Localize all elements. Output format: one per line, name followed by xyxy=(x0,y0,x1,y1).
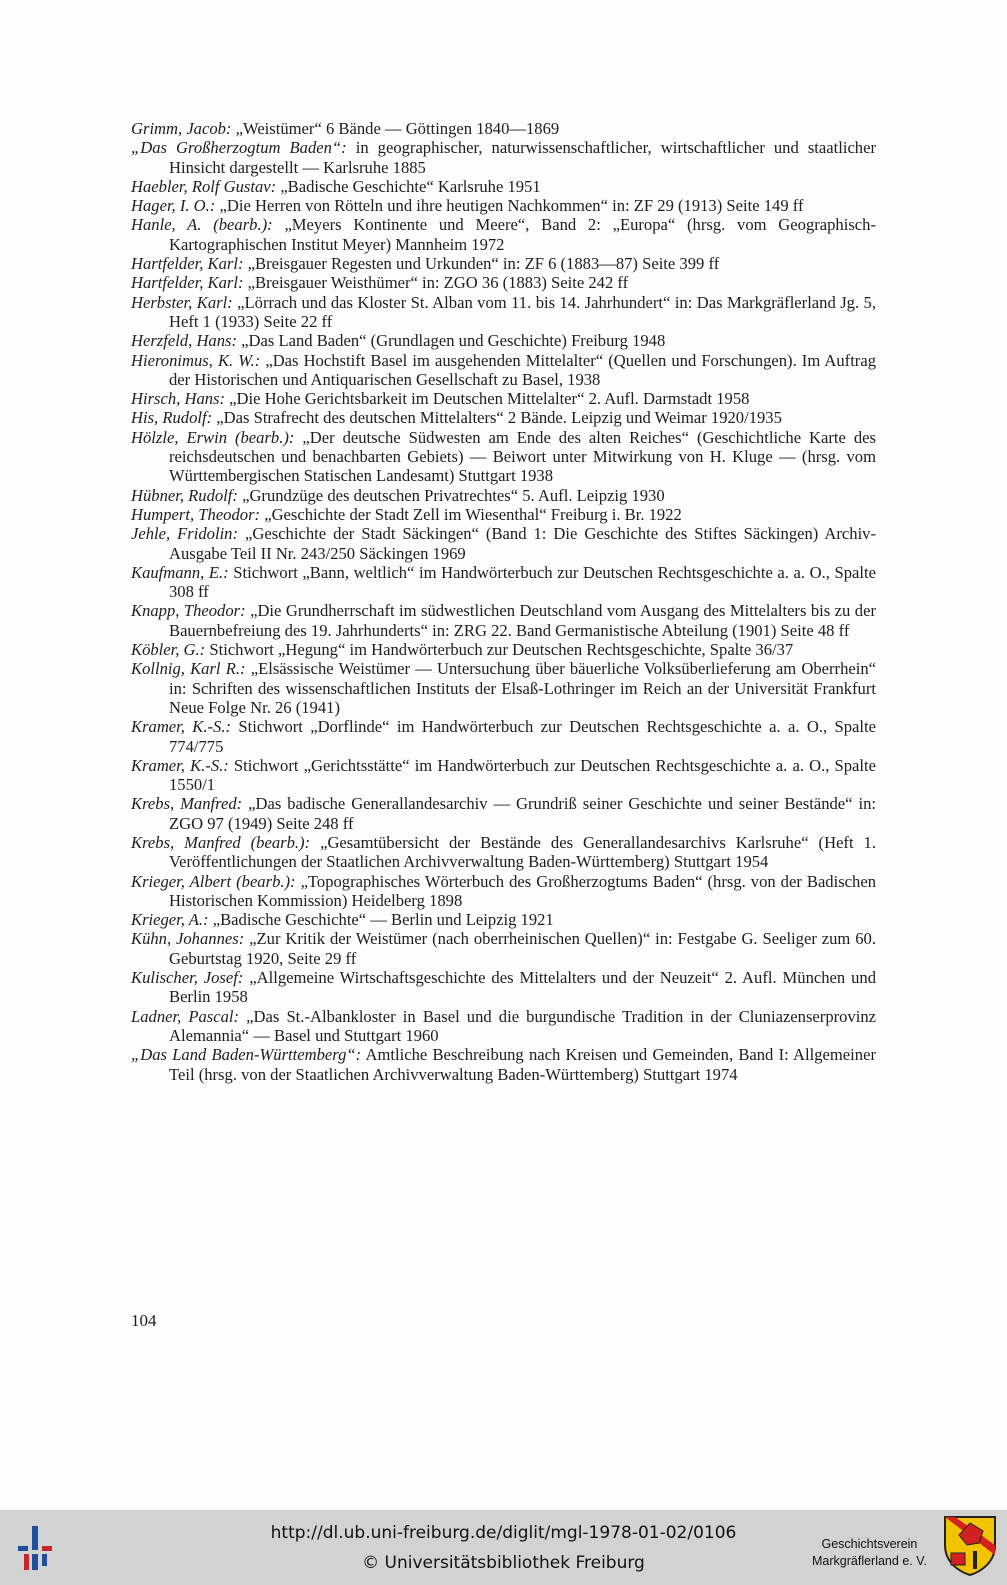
bibliography-entry xyxy=(131,428,876,486)
entry-author: Hartfelder, Karl: xyxy=(131,254,244,274)
bibliography-entry xyxy=(131,119,876,138)
entry-text: Stichwort „Bann, weltlich“ im Handwörterbuch zur Deutschen Rechtsgeschichte a. a. O., Spalte 308 ff xyxy=(169,562,876,602)
bibliography-entry xyxy=(131,486,876,505)
bibliography-entry xyxy=(131,505,876,524)
source-url-link[interactable]: http://dl.ub.uni-freiburg.de/diglit/mgl-1978-01-02/0106 xyxy=(270,1523,737,1543)
bibliography-entry xyxy=(131,659,876,717)
entry-author: Hieronimus, K. W.: xyxy=(131,350,261,370)
society-line-2: Markgräflerland e. V. xyxy=(812,1554,927,1568)
entry-text: „Das Hochstift Basel im ausgehenden Mittelalter“ (Quellen und Forschungen). Im Auftrag der Historischen und Antiquarischen Gesellschaft zu Basel, 1938 xyxy=(169,350,876,389)
entry-author: Köbler, G.: xyxy=(131,640,206,660)
coat-of-arms-icon xyxy=(943,1515,997,1577)
bibliography-list xyxy=(131,119,876,1084)
entry-text: „Das St.-Albankloster in Basel und die burgundische Tradition in der Cluniazenserprovinz Alemannia“ — Basel und Stuttgart 1960 xyxy=(169,1006,877,1045)
bibliography-entry xyxy=(131,756,876,795)
bibliography-entry xyxy=(131,1045,876,1084)
bibliography-entry xyxy=(131,910,876,929)
entry-author: Hirsch, Hans: xyxy=(131,389,226,409)
entry-author: Hartfelder, Karl: xyxy=(131,273,244,293)
bibliography-entry xyxy=(131,929,876,968)
society-name xyxy=(812,1536,927,1570)
entry-author: Jehle, Fridolin: xyxy=(131,524,239,544)
entry-text: „Das Strafrecht des deutschen Mittelalters“ 2 Bände. Leipzig und Weimar 1920/1935 xyxy=(212,408,782,428)
entry-author: Herzfeld, Hans: xyxy=(131,331,238,351)
entry-text: „Breisgauer Regesten und Urkunden“ in: ZF 6 (1883—87) Seite 399 ff xyxy=(243,254,720,274)
bibliography-entry xyxy=(131,389,876,408)
entry-text: Stichwort „Dorflinde“ im Handwörterbuch zur Deutschen Rechtsgeschichte a. a. O., Spalte 774/775 xyxy=(169,717,876,756)
entry-author: His, Rudolf: xyxy=(131,408,213,428)
entry-author: Kollnig, Karl R.: xyxy=(131,659,246,679)
bibliography-entry xyxy=(131,196,876,215)
entry-text: „Allgemeine Wirtschaftsgeschichte des Mittelalters und der Neuzeit“ 2. Aufl. München und Berlin 1958 xyxy=(169,968,876,1007)
bibliography-entry xyxy=(131,872,876,911)
entry-author: Kulischer, Josef: xyxy=(131,968,244,988)
bibliography-entry xyxy=(131,408,876,427)
bibliography-entry xyxy=(131,524,876,563)
bibliography-entry xyxy=(131,273,876,292)
entry-text: „Lörrach und das Kloster St. Alban vom 11. bis 14. Jahrhundert“ in: Das Markgräflerland Jg. 5, Heft 1 (1933) Seite 22 ff xyxy=(169,292,876,331)
entry-author: Hager, I. O.: xyxy=(131,196,216,216)
entry-text: „Elsässische Weistümer — Untersuchung über bäuerliche Volksüberlieferung am Oberrhein“ in: Schriften des wissenschaftlichen Instituts der Elsaß-Lothringer im Reich an der Universität Frankfurt Neue Folge Nr. 26 (1941) xyxy=(169,659,877,717)
footer-bar xyxy=(0,1510,1007,1585)
entry-author: Krieger, Albert (bearb.): xyxy=(131,871,296,891)
entry-text: „Breisgauer Weisthümer“ in: ZGO 36 (1883) Seite 242 ff xyxy=(243,273,629,293)
entry-author: Kaufmann, E.: xyxy=(131,562,229,582)
entry-author: Krebs, Manfred: xyxy=(131,794,243,814)
entry-author: Knapp, Theodor: xyxy=(131,601,246,621)
bibliography-entry xyxy=(131,794,876,833)
bibliography-entry xyxy=(131,833,876,872)
bibliography-entry xyxy=(131,601,876,640)
entry-text: „Der deutsche Südwesten am Ende des alten Reiches“ (Geschichtliche Karte des reichsdeutschen und benachbarten Gebiets) — Beiwort unter Mitwirkung von H. Kluge — (hrsg. vom Württembergischen Statischen Landesamt) Stuttgart 1938 xyxy=(169,427,876,486)
bibliography-entry xyxy=(131,331,876,350)
entry-text: „Badische Geschichte“ Karlsruhe 1951 xyxy=(276,176,541,196)
bibliography-entry xyxy=(131,293,876,332)
bibliography-entry xyxy=(131,717,876,756)
entry-author: Kramer, K.-S.: xyxy=(131,755,229,775)
entry-author: Krebs, Manfred (bearb.): xyxy=(131,832,311,852)
bibliography-entry xyxy=(131,254,876,273)
entry-author: Krieger, A.: xyxy=(131,910,209,930)
entry-author: „Das Land Baden-Württemberg“: xyxy=(131,1045,362,1065)
entry-text: „Grundzüge des deutschen Privatrechtes“ 5. Aufl. Leipzig 1930 xyxy=(237,485,665,505)
entry-text: „Meyers Kontinente und Meere“, Band 2: „Europa“ (hrsg. vom Geographisch-Kartographischen Institut Meyer) Mannheim 1972 xyxy=(169,215,876,254)
entry-author: Herbster, Karl: xyxy=(131,292,233,312)
entry-text: Stichwort „Hegung“ im Handwörterbuch zur Deutschen Rechtsgeschichte, Spalte 36/37 xyxy=(205,640,794,660)
bibliography-entry xyxy=(131,1007,876,1046)
entry-text: „Die Herren von Rötteln und ihre heutigen Nachkommen“ in: ZF 29 (1913) Seite 149 ff xyxy=(215,196,804,216)
entry-author: Ladner, Pascal: xyxy=(131,1006,240,1026)
entry-author: Hölzle, Erwin (bearb.): xyxy=(131,427,295,447)
bibliography-entry xyxy=(131,351,876,390)
bibliography-entry xyxy=(131,563,876,602)
entry-author: Grimm, Jacob: xyxy=(131,119,232,138)
page-number: 104 xyxy=(131,1311,157,1330)
entry-text: „Geschichte der Stadt Zell im Wiesenthal“ Freiburg i. Br. 1922 xyxy=(260,504,682,524)
entry-text: „Topographisches Wörterbuch des Großherzogtums Baden“ (hrsg. von der Badischen Historischen Kommission) Heidelberg 1898 xyxy=(169,871,876,910)
entry-text: in geographischer, naturwissenschaftlicher, wirtschaftlicher und staatlicher Hinsicht dargestellt — Karlsruhe 1885 xyxy=(169,138,876,177)
entry-author: Humpert, Theodor: xyxy=(131,504,261,524)
entry-text: „Geschichte der Stadt Säckingen“ (Band 1: Die Geschichte des Stiftes Säckingen) Archiv-Ausgabe Teil II Nr. 243/250 Säckingen 1969 xyxy=(169,524,877,563)
entry-author: Hübner, Rudolf: xyxy=(131,485,238,505)
entry-text: „Weistümer“ 6 Bände — Göttingen 1840—1869 xyxy=(231,119,560,138)
bibliography-entry xyxy=(131,177,876,196)
entry-text: „Die Grundherrschaft im südwestlichen Deutschland vom Ausgang des Mittelalters bis zu der Bauernbefreiung des 19. Jahrhunderts“ in: ZRG 22. Band Germanistische Abteilung (1901) Seite 48 ff xyxy=(169,601,876,640)
entry-author: Hanle, A. (bearb.): xyxy=(131,215,273,235)
entry-text: „Die Hohe Gerichtsbarkeit im Deutschen Mittelalter“ 2. Aufl. Darmstadt 1958 xyxy=(225,389,750,409)
entry-text: „Das badische Generallandesarchiv — Grundriß seiner Geschichte und seiner Bestände“ in: ZGO 97 (1949) Seite 248 ff xyxy=(169,794,876,833)
bibliography-entry xyxy=(131,640,876,659)
copyright-text: © Universitätsbibliothek Freiburg xyxy=(362,1553,645,1573)
entry-author: „Das Großherzogtum Baden“: xyxy=(131,138,347,158)
entry-text: „Gesamtübersicht der Bestände des Generallandesarchivs Karlsruhe“ (Heft 1. Veröffentlichungen der Staatlichen Archivverwaltung Baden-Württemberg) Stuttgart 1954 xyxy=(169,832,876,872)
entry-author: Kramer, K.-S.: xyxy=(131,717,232,737)
bibliography-entry xyxy=(131,215,876,254)
entry-text: „Das Land Baden“ (Grundlagen und Geschichte) Freiburg 1948 xyxy=(237,331,666,351)
bibliography-entry xyxy=(131,968,876,1007)
bibliography-entry xyxy=(131,138,876,177)
entry-author: Haebler, Rolf Gustav: xyxy=(131,176,277,196)
entry-text: „Zur Kritik der Weistümer (nach oberrheinischen Quellen)“ in: Festgabe G. Seeliger zum 60. Geburtstag 1920, Seite 29 ff xyxy=(169,929,876,968)
entry-text: „Badische Geschichte“ — Berlin und Leipzig 1921 xyxy=(208,910,554,930)
entry-author: Kühn, Johannes: xyxy=(131,929,245,949)
entry-text: Amtliche Beschreibung nach Kreisen und Gemeinden, Band I: Allgemeiner Teil (hrsg. von der Staatlichen Archivverwaltung Baden-Württemberg) Stuttgart 1974 xyxy=(169,1045,876,1084)
society-line-1: Geschichtsverein xyxy=(821,1537,918,1551)
entry-text: Stichwort „Gerichtsstätte“ im Handwörterbuch zur Deutschen Rechtsgeschichte a. a. O., Spalte 1550/1 xyxy=(169,755,876,795)
